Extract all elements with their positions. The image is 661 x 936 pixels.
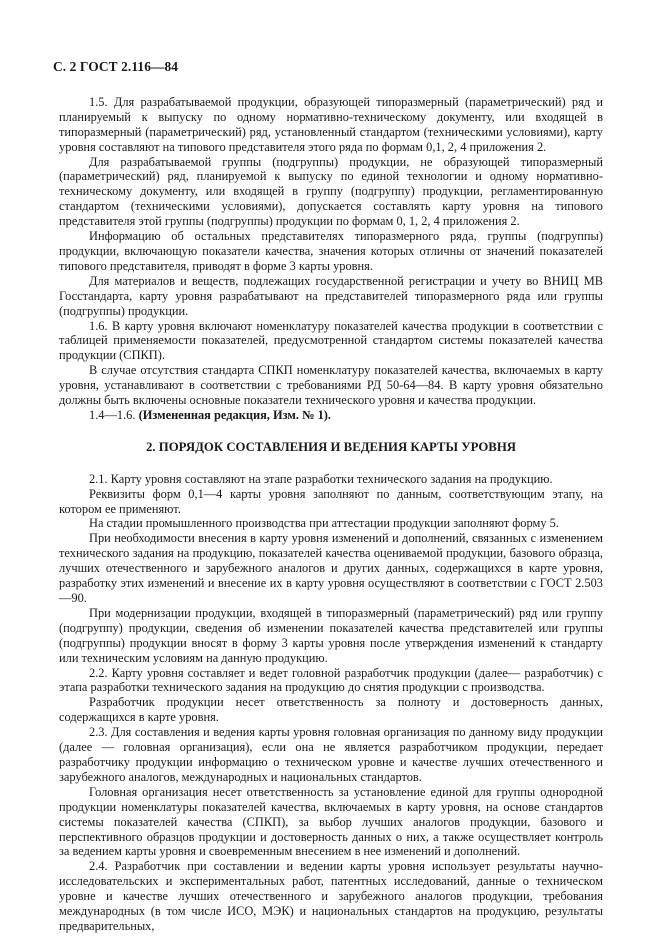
paragraph-1-5: 1.5. Для разрабатываемой продукции, образующей типоразмерный (параметрический) ряд и планируемый к выпуску по одному нормативно-техническому документу, или входящей в типоразмерный (параметрический) ряд, установленный стандартом (техническими условиями), карту уровня составляют на типового представителя этого ряда по формам 0,1, 2, 4 приложения 2. <box>59 94 603 154</box>
paragraph-1-6: 1.6. В карту уровня включают номенклатуру показателей качества продукции в соответствии с таблицей применяемости показателей, предусмотренной стандартом системы показателей качества продукции (СПКП). <box>59 318 603 363</box>
paragraph-2-1: 2.1. Карту уровня составляют на этапе разработки технического задания на продукцию. <box>89 471 553 486</box>
paragraph: Информацию об остальных представителях типоразмерного ряда, группы (подгруппы) продукции, включающую показатели качества, значения которых отличны от значений показателей типового представителя, приводят в форме 3 карты уровня. <box>59 229 603 273</box>
paragraph: Для разрабатываемой группы (подгруппы) продукции, не образующей типоразмерный (параметрический) ряд, планируемой к выпуску по единой технологии и одному нормативно-техническому документу, или входящей в группу (подгруппу) продукции, регламентированную стандартом (техническими условиями), допускается составлять карту уровня на типового представителя этой группы (подгруппы) продукции по формам 0, 1, 2, 4 приложения 2. <box>59 154 603 229</box>
document-page <box>53 59 603 934</box>
paragraph: Реквизиты форм 0,1—4 карты уровня заполняют по данным, соответствующим этапу, на котором ее применяют. <box>59 486 603 516</box>
paragraph-2-2: 2.2. Карту уровня составляет и ведет головной разработчик продукции (далее— разработчик) с этапа разработки технического задания на продукцию до снятия продукции с производства. <box>59 665 603 695</box>
amendment-range: 1.4—1.6. <box>89 407 139 422</box>
section-title: 2. ПОРЯДОК СОСТАВЛЕНИЯ И ВЕДЕНИЯ КАРТЫ УРОВНЯ <box>145 439 517 454</box>
running-head: С. 2 ГОСТ 2.116—84 <box>53 59 179 74</box>
paragraph: Головная организация несет ответственность за установление единой для группы однородной продукции номенклатуры показателей качества, включаемых в карту уровня, на основе стандартов системы показателей качества (СПКП), за выбор лучших аналогов продукции, базового и перспективного образцов продукции и достоверность данных о них, а также осуществляет контроль за ведением карты уровня и своевременным внесением в нее изменений и дополнений. <box>59 784 603 859</box>
paragraph: При необходимости внесения в карту уровня изменений и дополнений, связанных с изменением технического задания на продукцию, показателей качества оцениваемой продукции, базового образца, лучших отечественного и зарубежного аналогов и других данных, содержащихся в карте уровня, разработку этих изменений и внесение их в карту уровня осуществляют в соответствии с ГОСТ 2.503—90. <box>59 531 603 605</box>
paragraph-2-3: 2.3. Для составления и ведения карты уровня головная организация по данному виду продукции (далее — головная организация), если она не является разработчиком продукции, передает разработчику продукции информацию о техническом уровне и качестве лучших отечественного и зарубежного аналогов, международных и национальных стандартов. <box>59 725 603 784</box>
paragraph-2-4: 2.4. Разработчик при составлении и ведении карты уровня использует результаты научно-исследовательских и экспериментальных работ, патентных исследований, данные о техническом уровне и качестве лучших отечественного и зарубежного аналогов продукции, требования международных (в том числе ИСО, МЭК) и национальных стандартов на продукцию, результаты предварительных, <box>59 859 603 933</box>
paragraph: В случае отсутствия стандарта СПКП номенклатуру показателей качества, включаемых в карту уровня, устанавливают в соответствии с требованиями РД 50-64—84. В карту уровня обязательно должны быть включены основные показатели технического уровня и качества продукции. <box>59 363 603 408</box>
paragraph: На стадии промышленного производства при аттестации продукции заполняют форму 5. <box>89 516 559 531</box>
paragraph: Для материалов и веществ, подлежащих государственной регистрации и учету во ВНИЦ МВ Госстандарта, карту уровня разрабатывают на представителей типоразмерного ряда или группы (подгруппы) продукции. <box>59 273 603 318</box>
paragraph: При модернизации продукции, входящей в типоразмерный (параметрический) ряд или группу (подгруппу) продукции, сведения об изменении показателей качества представителей или группы (подгруппы) продукции вносят в форму 3 карты уровня после утверждения изменений к стандарту или техническим условиям на данную продукцию. <box>59 605 603 665</box>
amendment-note <box>59 408 603 423</box>
paragraph: Разработчик продукции несет ответственность за полноту и достоверность данных, содержащихся в карте уровня. <box>59 695 603 725</box>
amendment-text: (Измененная редакция, Изм. № 1). <box>138 407 332 422</box>
